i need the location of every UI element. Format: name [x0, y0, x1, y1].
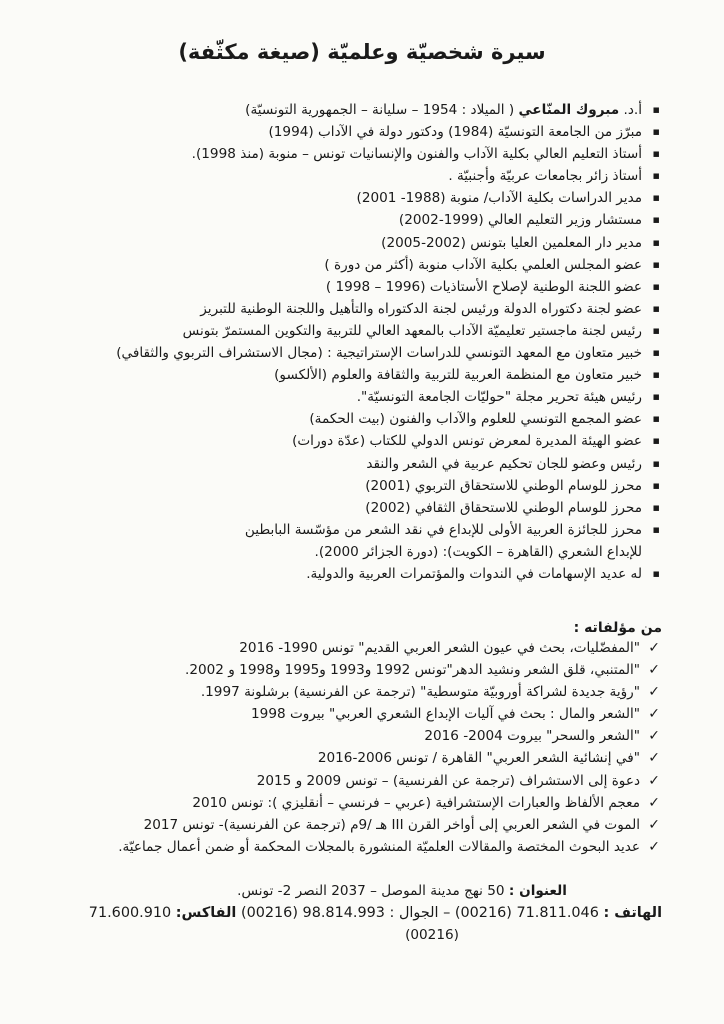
list-item-text: عضو لجنة دكتوراه الدولة ورئيس لجنة الدكتوراه والتأهيل واللجنة الوطنية للتبريز: [200, 300, 642, 317]
check-icon: ✓: [648, 794, 660, 811]
list-item-text: دعوة إلى الاستشراف (ترجمة عن الفرنسية) – تونس 2009 و 2015: [256, 772, 640, 789]
birth-info: ( الميلاد : 1954 – سليانة – الجمهورية التونسيّة): [245, 102, 515, 118]
list-item: [62, 563, 662, 585]
list-item-text: عضو المجمع التونسي للعلوم والآداب والفنون (بيت الحكمة): [309, 411, 642, 428]
bullet-icon: ▪: [652, 478, 660, 492]
list-item: [62, 475, 662, 497]
list-item: [42, 703, 662, 725]
check-icon: ✓: [648, 684, 660, 701]
list-item-text: معجم الألفاظ والعبارات الإستشرافية (عربي – فرنسي – أنقليزي ): تونس 2010: [192, 794, 640, 811]
list-item-text: مدير دار المعلمين العليا بتونس (2002-2005): [381, 234, 642, 251]
list-item: [62, 232, 662, 254]
list-item-text: مبرّز من الجامعة التونسيّة (1984) ودكتور دولة في الآداب (1994): [268, 124, 642, 141]
bullet-icon: ▪: [652, 301, 660, 315]
list-item-text: عضو المجلس العلمي بكلية الآداب منوبة (أكثر من دورة ): [324, 256, 642, 273]
list-item: [62, 364, 662, 386]
list-item-continuation: للإبداع الشعري (القاهرة – الكويت): (دورة الجزائر 2000).: [314, 543, 642, 560]
bullet-icon: ▪: [652, 169, 660, 183]
bio-list: [62, 99, 662, 585]
list-item: [62, 497, 662, 519]
list-item: [42, 792, 662, 814]
list-item-text: "الشعر والسحر" بيروت 2004- 2016: [424, 728, 640, 745]
list-item-text: رئيس هيئة تحرير مجلة "حوليّات الجامعة التونسيّة".: [356, 389, 642, 406]
list-item-text: محرز للوسام الوطني للاستحقاق التربوي (2001): [365, 477, 642, 494]
address-line: [42, 880, 724, 902]
bullet-icon: ▪: [652, 368, 660, 382]
bullet-icon: ▪: [652, 522, 660, 536]
list-item-text: له عديد الإسهامات في الندوات والمؤتمرات العربية والدولية.: [306, 565, 642, 582]
list-item-text: "الشعر والمال : بحث في آليات الإبداع الشعري العربي" بيروت 1998: [251, 706, 640, 723]
check-icon: ✓: [648, 728, 660, 745]
works-list: [42, 637, 662, 858]
list-item: [62, 165, 662, 187]
list-item: [42, 659, 662, 681]
list-item-text: عضو الهيئة المديرة لمعرض تونس الدولي للكتاب (عدّة دورات): [292, 433, 642, 450]
address-label: العنوان :: [508, 883, 567, 899]
list-item-text: عضو اللجنة الوطنية لإصلاح الأستاذيات (1996 – 1998 ): [325, 278, 642, 295]
list-item: [42, 836, 662, 858]
list-item-text: محرز للوسام الوطني للاستحقاق الثقافي (2002): [365, 499, 642, 516]
bullet-icon: ▪: [652, 125, 660, 139]
bullet-icon: ▪: [652, 566, 660, 580]
list-item: [62, 254, 662, 276]
list-item: [62, 408, 662, 430]
phone-label: الهاتف :: [603, 905, 662, 921]
list-item-text: رئيس لجنة ماجستير تعليميّة الآداب بالمعهد العالي للتربية والتكوين المستمرّ بتونس: [182, 322, 642, 339]
list-item: [62, 143, 662, 165]
phone-line: [42, 902, 662, 924]
check-icon: ✓: [648, 662, 660, 679]
list-item: [42, 814, 662, 836]
list-item-text: خبير متعاون مع المنظمة العربية للتربية والثقافة والعلوم (الألكسو): [274, 367, 642, 384]
list-item-text: عديد البحوث المختصة والمقالات العلميّة المنشورة بالمجلات المحكمة أو ضمن أعمال جماعيّة.: [118, 838, 640, 855]
name-prefix: أ.د.: [623, 102, 642, 118]
page-title: سيرة شخصيّة وعلميّة (صيغة مكثّفة): [178, 40, 546, 64]
list-item-text: "في إنشائية الشعر العربي" القاهرة / تونس 2006-2016: [317, 750, 640, 767]
list-item: [42, 725, 662, 747]
check-icon: ✓: [648, 750, 660, 767]
check-icon: ✓: [648, 816, 660, 833]
list-item-text: محرز للجائزة العربية الأولى للإبداع في نقد الشعر من مؤسّسة البابطين: [244, 521, 642, 538]
fax-code-line: (00216): [405, 927, 459, 943]
list-item-text: الموت في الشعر العربي إلى أواخر القرن III هـ /9م (ترجمة عن الفرنسية)- تونس 2017: [143, 816, 640, 833]
list-item: [62, 298, 662, 320]
list-item: [42, 681, 662, 703]
list-item-text: خبير متعاون مع المعهد التونسي للدراسات الإستراتيجية : (مجال الاستشراف التربوي والثقافي): [116, 345, 642, 362]
bullet-icon: ▪: [652, 191, 660, 205]
bullet-icon: ▪: [652, 213, 660, 227]
address-value: 50 نهج مدينة الموصل – 2037 النصر 2- تونس.: [237, 883, 505, 899]
bullet-icon: ▪: [652, 500, 660, 514]
bullet-icon: ▪: [652, 456, 660, 470]
person-name: مبروك المنّاعي: [518, 102, 620, 118]
list-item: [62, 342, 662, 364]
list-item-text: أستاذ زائر بجامعات عربيّة وأجنبيّة .: [448, 168, 642, 185]
bullet-icon: ▪: [652, 279, 660, 293]
list-item: [62, 453, 662, 475]
list-item-text: مستشار وزير التعليم العالي (1999-2002): [398, 212, 642, 229]
check-icon: ✓: [648, 706, 660, 723]
check-icon: ✓: [648, 838, 660, 855]
list-item: [62, 99, 662, 121]
bullet-icon: ▪: [652, 346, 660, 360]
list-item-text: "المفضّليات، بحث في عيون الشعر العربي القديم" تونس 1990- 2016: [239, 640, 640, 656]
list-item: [62, 320, 662, 342]
bullet-icon: ▪: [652, 147, 660, 161]
list-item: [42, 747, 662, 769]
works-heading: من مؤلفاته :: [573, 620, 662, 636]
phone-value: 71.811.046 (00216) – الجوال : 98.814.993 (00216): [240, 905, 599, 921]
list-item-text: "رؤية جديدة لشراكة أوروبيّة متوسطية" (ترجمة عن الفرنسية) برشلونة 1997.: [200, 684, 640, 701]
bullet-icon: ▪: [652, 434, 660, 448]
fax-value: 71.600.910: [88, 905, 172, 921]
list-item: [42, 770, 662, 792]
list-item: [62, 209, 662, 231]
list-item: [62, 276, 662, 298]
list-item-text: رئيس وعضو للجان تحكيم عربية في الشعر والنقد: [366, 455, 642, 472]
list-item: [62, 430, 662, 452]
list-item-text: "المتنبي، قلق الشعر ونشيد الدهر"تونس 1992 و1993 و1995 و1998 و 2002.: [185, 662, 640, 679]
list-item: [62, 187, 662, 209]
bullet-icon: ▪: [652, 103, 660, 116]
list-item: [62, 386, 662, 408]
check-icon: ✓: [648, 772, 660, 789]
fax-label: الفاكس:: [175, 905, 237, 921]
list-item-text: أستاذ التعليم العالي بكلية الآداب والفنون والإنسانيات تونس – منوبة (منذ 1998).: [191, 146, 642, 163]
bullet-icon: ▪: [652, 390, 660, 404]
bullet-icon: ▪: [652, 235, 660, 249]
bullet-icon: ▪: [652, 412, 660, 426]
check-icon: ✓: [648, 640, 660, 656]
bullet-icon: ▪: [652, 323, 660, 337]
list-item: [62, 121, 662, 143]
list-item: [62, 519, 662, 541]
bullet-icon: ▪: [652, 257, 660, 271]
list-item: [42, 637, 662, 659]
list-item-text: مدير الدراسات بكلية الآداب/ منوبة (1988- 2001): [356, 190, 642, 207]
contact-block: [42, 880, 662, 946]
